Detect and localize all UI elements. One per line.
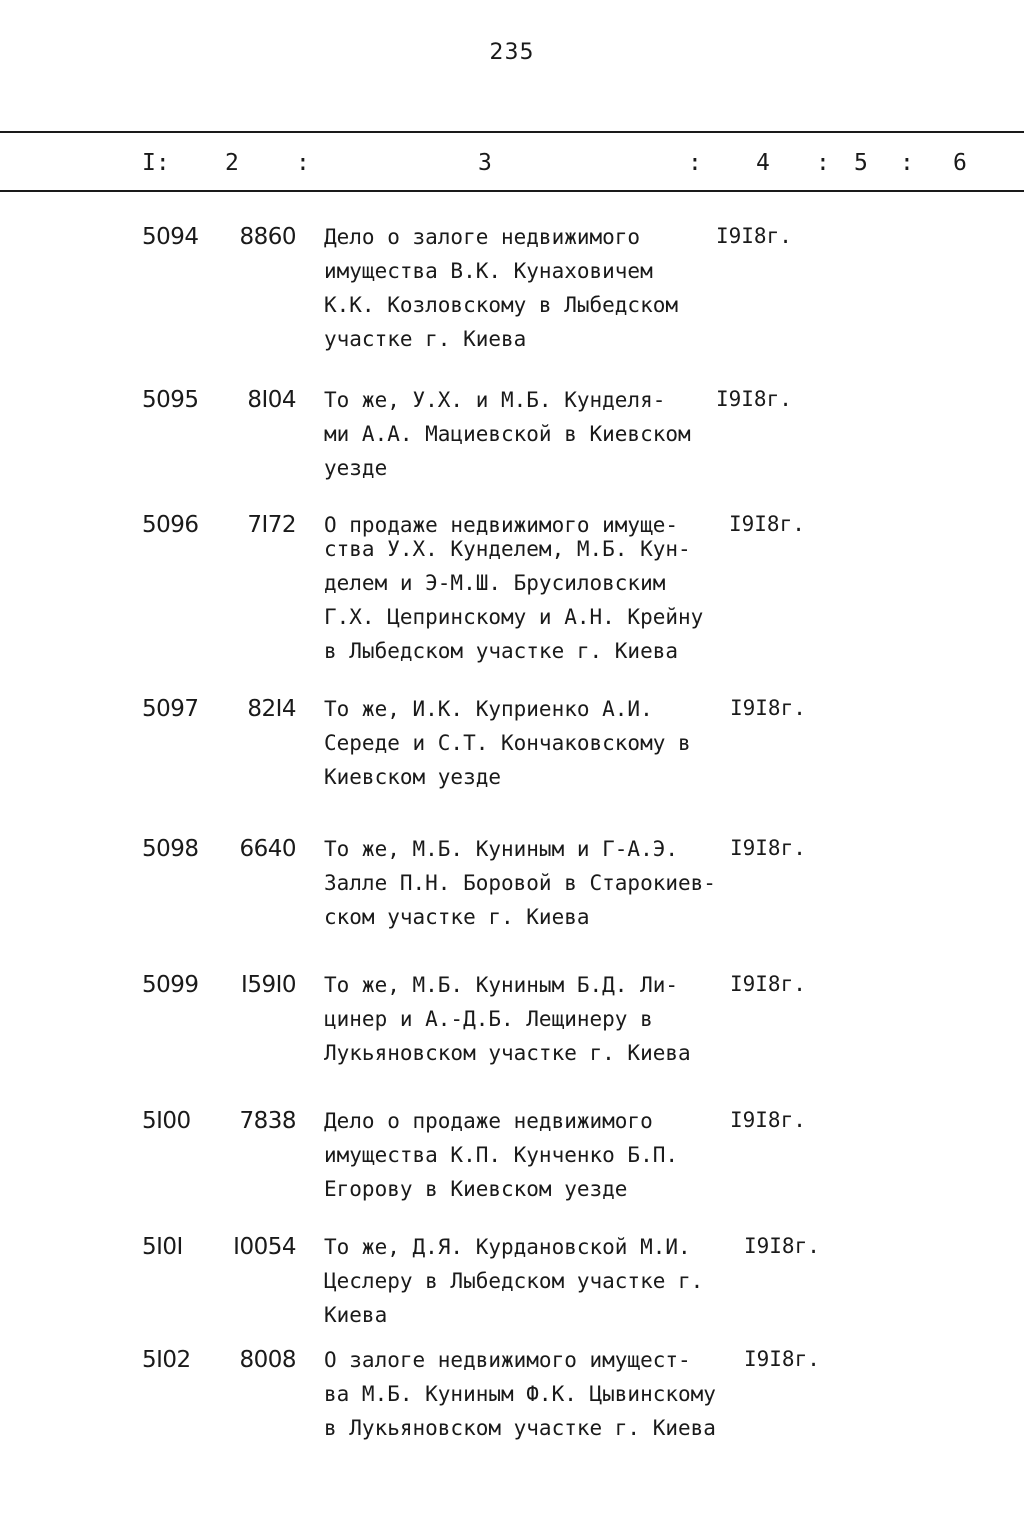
entry-code: 8008 (239, 1347, 296, 1373)
description-line: имущества В.К. Кунаховичем (324, 259, 653, 283)
entry-description (324, 836, 744, 938)
entry-year: I9I8г. (744, 1234, 820, 1258)
description-line: Цеслеру в Лыбедском участке г. (324, 1269, 704, 1293)
header-col-5: 5 (854, 150, 868, 176)
description-line: Дело о залоге недвижимого (324, 225, 641, 249)
entry-code: I0054 (233, 1234, 296, 1260)
entry-code: 8I04 (247, 387, 296, 413)
description-line: К.К. Козловскому в Лыбедском (324, 293, 679, 317)
page-number: 235 (489, 40, 535, 65)
header-separator: : (900, 150, 914, 176)
entry-code: 82I4 (247, 696, 296, 722)
description-line: Г.Х. Цепринскому и А.Н. Крейну (324, 605, 704, 629)
entry-number: 5097 (142, 696, 199, 722)
header-separator: : (688, 150, 702, 176)
description-line: О продаже недвижимого имуще- (324, 513, 679, 537)
entry-year: I9I8г. (730, 836, 806, 860)
entry-description (324, 972, 744, 1074)
description-line: в Лукьяновском участке г. Киева (324, 1416, 716, 1440)
entry-year: I9I8г. (730, 696, 806, 720)
entry-number: 5098 (142, 836, 199, 862)
header-col-6: 6 (953, 150, 967, 176)
description-line: То же, М.Б. Куниным Б.Д. Ли- (324, 973, 679, 997)
description-line: ва М.Б. Куниным Ф.К. Цывинскому (324, 1382, 716, 1406)
header-bottom-rule (0, 190, 1024, 192)
entry-number: 5I0I (142, 1234, 183, 1260)
entry-code: 6640 (239, 836, 296, 862)
entry-number: 5096 (142, 512, 199, 538)
entry-year: I9I8г. (730, 972, 806, 996)
entry-description (324, 1234, 744, 1336)
description-line: Егорову в Киевском уезде (324, 1177, 628, 1201)
description-line: ском участке г. Киева (324, 905, 590, 929)
description-line: уезде (324, 456, 388, 480)
entry-year: I9I8г. (716, 387, 792, 411)
entry-code: 7I72 (247, 512, 296, 538)
entry-number: 5095 (142, 387, 199, 413)
description-line: Середе и С.Т. Кончаковскому в (324, 731, 691, 755)
entry-year: I9I8г. (716, 224, 792, 248)
description-line: Киева (324, 1303, 388, 1327)
description-line: То же, И.К. Куприенко А.И. (324, 697, 653, 721)
header-col-4: 4 (756, 150, 770, 176)
entry-description (324, 224, 744, 360)
entry-description (324, 387, 744, 489)
description-line: Дело о продаже недвижимого (324, 1109, 653, 1133)
entry-year: I9I8г. (744, 1347, 820, 1371)
header-top-rule (0, 131, 1024, 133)
entry-year: I9I8г. (730, 1108, 806, 1132)
entry-description (324, 512, 744, 672)
description-line: То же, М.Б. Куниным и Г-А.Э. (324, 837, 679, 861)
description-line: ства У.Х. Кунделем, М.Б. Кун- (324, 537, 691, 561)
description-line: ми А.А. Мациевской в Киевском (324, 422, 691, 446)
description-line: цинер и А.-Д.Б. Лещинеру в (324, 1007, 653, 1031)
entry-number: 5I00 (142, 1108, 191, 1134)
header-separator: : (816, 150, 830, 176)
entry-description (324, 696, 744, 798)
description-line: О залоге недвижимого имущест- (324, 1348, 691, 1372)
description-line: в Лыбедском участке г. Киева (324, 639, 679, 663)
entry-description (324, 1347, 744, 1449)
description-line: участке г. Киева (324, 327, 527, 351)
entry-code: 7838 (239, 1108, 296, 1134)
header-separator: : (296, 150, 310, 176)
header-col-1: I: (142, 150, 170, 176)
description-line: Лукьяновском участке г. Киева (324, 1041, 691, 1065)
entry-number: 5I02 (142, 1347, 191, 1373)
entry-year: I9I8г. (729, 512, 805, 536)
header-col-2: 2 (225, 150, 239, 176)
description-line: Киевском уезде (324, 765, 502, 789)
description-line: Залле П.Н. Боровой в Старокиев- (324, 871, 716, 895)
description-line: делем и Э-М.Ш. Брусиловским (324, 571, 666, 595)
entry-code: 8860 (239, 224, 296, 250)
description-line: имущества К.П. Кунченко Б.П. (324, 1143, 679, 1167)
entry-code: I59I0 (241, 972, 296, 998)
entry-number: 5094 (142, 224, 199, 250)
description-line: То же, У.Х. и М.Б. Кунделя- (324, 388, 666, 412)
entry-number: 5099 (142, 972, 199, 998)
entry-description (324, 1108, 744, 1210)
description-line: То же, Д.Я. Курдановской М.И. (324, 1235, 691, 1259)
header-col-3: 3 (478, 150, 492, 176)
